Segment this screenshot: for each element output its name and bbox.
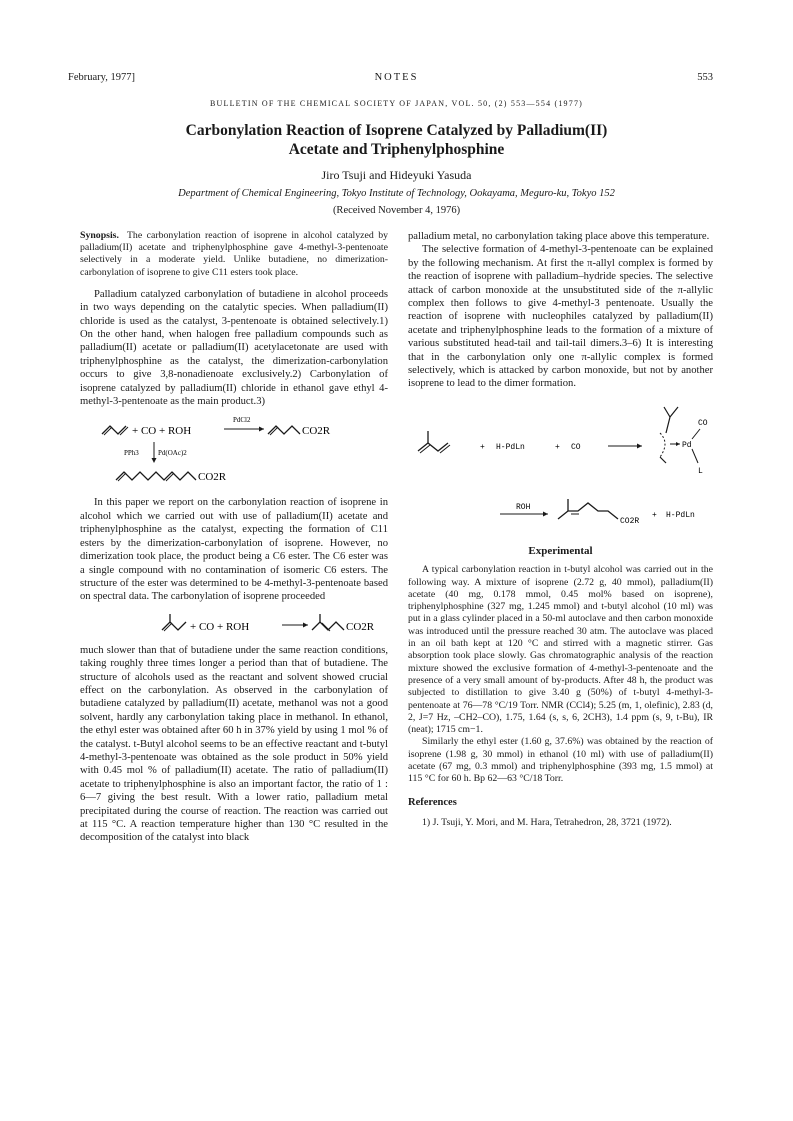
scheme3-alcohol: ROH bbox=[516, 502, 531, 512]
mechanism-paragraph: The selective formation of 4-methyl-3-pentenoate can be explained by the following mechanism. At first the π-allyl complex is formed by the reaction of isoprene with palladium–hydride species. The selective attack of carbon monoxide at the unsubstituted side of the π-allylic complex then follows to give 4-methyl-3 pentenoate. Usually the reaction of isoprene with nucleophiles catalyzed by palladium(II) acetate and triphenylphosphine leads to the formation of a mixture of various substituted head-tail and tail-tail dimers.3–6) It is interesting that in the carbonylation only one π-allylic complex is formed selectively, which is attacked by carbon monoxide, but not by another isoprene to lead to the dimer formation. bbox=[408, 244, 713, 390]
scheme1-catalyst: PdCl2 bbox=[233, 416, 251, 425]
svg-text:+: + bbox=[652, 510, 657, 520]
running-header-section: NOTES bbox=[374, 72, 419, 83]
received-date: (Received November 4, 1976) bbox=[332, 205, 461, 216]
journal-citation: BULLETIN OF THE CHEMICAL SOCIETY OF JAPAN, VOL. 50, (2) 553—554 (1977) bbox=[209, 99, 584, 108]
scheme1-reactants: + CO + ROH bbox=[132, 425, 192, 438]
scheme1-product: CO2R bbox=[302, 425, 331, 438]
experimental-paragraph-2: Similarly the ethyl ester (1.60 g, 37.6%) was obtained by the reaction of isoprene (1.98 g, 30 mmol) in ethanol (10 ml) with use of palladium(II) acetate (67 mg, 0.3 mmol) and triphenylphosphine (393 mg, 1.5 mmol) at 115 °C for 60 h. Bp 62—63 °C/18 Torr. bbox=[408, 736, 713, 785]
authors: Jiro Tsuji and Hideyuki Yasuda bbox=[321, 168, 472, 182]
intro-paragraph: Palladium catalyzed carbonylation of butadiene in alcohol proceeds in two ways depending on the catalytic species. When palladium(II) chloride is used as the catalyst, 3-pentenoate is obtained selectively.1) On the other hand, when halogen free palladium compounds such as palladium(II) acetate or palladium(II) acetylacetonate are used with triphenylphosphine as the catalyst, the dimerization-carbonylation occurs to give 3,8-nonadienoate exclusively.2) Carbonylation of isoprene catalyzed by palladium(II) chloride in ethanol gave ethyl 4-methyl-3-pentenoate as the main product.3) bbox=[80, 288, 388, 408]
scheme3-pd-center: Pd bbox=[682, 440, 692, 450]
scheme3-regenerated-catalyst: H-PdLn bbox=[666, 510, 695, 520]
scheme-mechanism bbox=[408, 397, 713, 537]
continued-paragraph: palladium metal, no carbonylation taking place above this temperature. bbox=[408, 231, 710, 242]
running-header-date: February, 1977] bbox=[68, 72, 135, 83]
synopsis-text: The carbonylation reaction of isoprene in alcohol catalyzed by palladium(II) acetate and triphenylphosphine gave 4-methyl-3-pentenoate selectively in a moderate yield. Unlike butadiene, no dimerization-carbonylation of isoprene to give C11 esters took place. bbox=[80, 230, 388, 278]
svg-text:+: + bbox=[555, 442, 560, 452]
scheme1-palladium-acetate: Pd(OAc)2 bbox=[158, 449, 187, 458]
scheme2-product: CO2R bbox=[346, 620, 375, 633]
references-heading: References bbox=[408, 796, 457, 808]
scheme-butadiene bbox=[80, 414, 388, 490]
right-column bbox=[408, 230, 713, 829]
scheme3-ester-product: CO2R bbox=[620, 516, 640, 526]
synopsis bbox=[80, 230, 388, 279]
scheme1-dimer-product: CO2R bbox=[198, 471, 227, 484]
experimental-paragraph-1: A typical carbonylation reaction in t-butyl alcohol was carried out in the following way. A mixture of isoprene (2.72 g, 40 mmol), palladium(II) acetate (40 mg, 0.178 mmol, 0.45 mol% based on isoprene), triphenylphosphine (327 mg, 1.245 mmol) and t-butyl alcohol (10 ml) was put in a glass cylinder placed in a 50-ml autoclave and then carbon monoxide was introduced until the pressure reached 30 atm. The autoclave was placed in an oil bath kept at 120 °C and stirred with a magnetic stirrer. Gas absorption took place slowly. Gas chromatographic analysis of the reaction mixture showed the exclusive formation of 4-methyl-3-pentenoate and the presence of a very small amount of by-products. After 48 h, the product was subjected to distillation to give 3.40 g (50%) of t-butyl 4-methyl-3-pentenoate at 76—78 °C/19 Torr. NMR (CCl4); 5.25 (m, 1, olefinic), 2.83 (d, 2, J=7 Hz, –CH2–CO), 1.75, 1.64 (s, s, 6, 2CH3), 1.4 ppm (s, 9, t-Bu), IR (neat); 1715 cm−1. bbox=[408, 564, 713, 736]
title-line-2: Acetate and Triphenylphosphine bbox=[288, 141, 505, 158]
title-line-1: Carbonylation Reaction of Isoprene Catalyzed by Palladium(II) bbox=[185, 122, 608, 139]
scheme3-ligand: L bbox=[698, 466, 703, 476]
affiliation: Department of Chemical Engineering, Tokyo Institute of Technology, Ookayama, Meguro-ku, Tokyo 152 bbox=[178, 188, 615, 199]
scheme2-reactants: + CO + ROH bbox=[190, 620, 250, 633]
scheme1-ligand: PPh3 bbox=[124, 449, 139, 458]
experimental-heading: Experimental bbox=[528, 544, 593, 557]
scheme3-hydride-reagent: H-PdLn bbox=[496, 442, 525, 452]
scheme3-co-reagent: CO bbox=[571, 442, 581, 452]
reference-1: 1) J. Tsuji, Y. Mori, and M. Hara, Tetrahedron, 28, 3721 (1972). bbox=[422, 817, 672, 829]
scheme3-complex-co: CO bbox=[698, 418, 708, 428]
page-number: 553 bbox=[697, 72, 713, 83]
body-paragraph-2: In this paper we report on the carbonylation reaction of isoprene in alcohol which we carried out with use of palladium(II) acetate and triphenylphosphine as the catalyst, expecting the formation of C11 esters by the dimerization-carbonylation of isoprene. However, no dimerization took place, the product being a C6 ester. The C6 ester was a single compound with no contamination of isomeric C6 esters. The structure of the ester was determined to be 4-methyl-3-pentenoate based on spectral data. The carbonylation of isoprene proceeded bbox=[80, 497, 388, 603]
scheme-isoprene bbox=[80, 610, 388, 638]
paper-title bbox=[0, 121, 793, 159]
left-column bbox=[80, 230, 388, 845]
synopsis-label: Synopsis. bbox=[80, 230, 119, 241]
body-paragraph-3: much slower than that of butadiene under the same reaction conditions, taking roughly three times longer a period than that of butadiene. The structure of alcohols used as the reactant and solvent showed crucial effect on the carbonylation. As observed in the carbonylation of butadiene catalyzed by palladium(II) acetate, methanol was not a good solvent, hardly any carbonylation taking place in methanol. In ethanol, the ethyl ester was obtained after 60 h in 37% yield by using 1 mol % of the catalyst. t-Butyl alcohol seems to be an effective reactant and t-butyl 4-methyl-3-pentenoate was obtained as the sole product in 50% yield with 0.45 mol % of palladium(II) acetate. The ratio of palladium(II) acetate to triphenylphosphine is also an important factor, the ratio of 1 : 6—7 giving the best result. With a lower ratio, palladium metal precipitated during the course of reaction. The reaction was carried out at 115 °C. A reaction temperature higher than 130 °C resulted in the decomposition of the catalyst into black bbox=[80, 644, 388, 844]
svg-text:+: + bbox=[480, 442, 485, 452]
